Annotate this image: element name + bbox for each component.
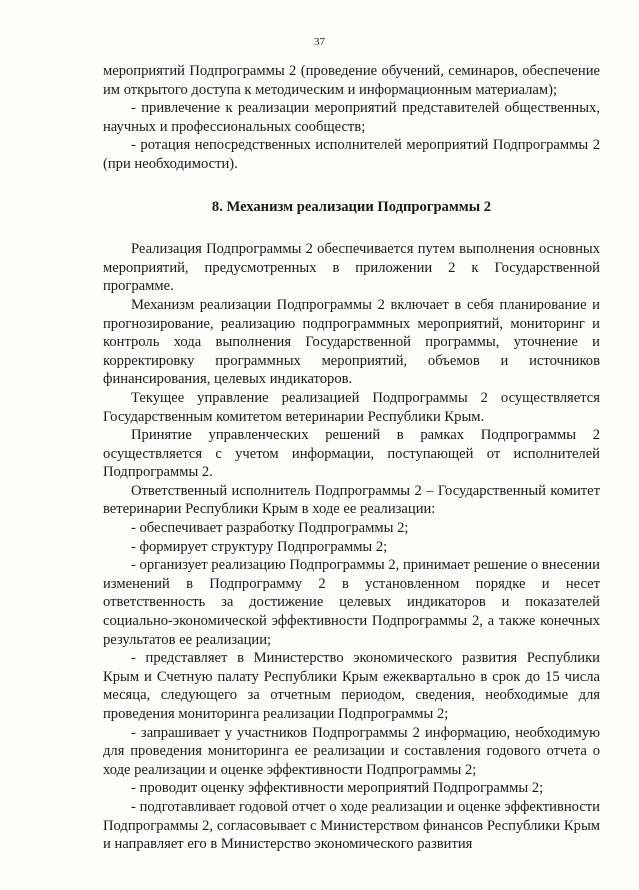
duty-item: - проводит оценку эффективности мероприятий Подпрограммы 2; [131, 780, 544, 797]
section-paragraph: Механизм реализации Подпрограммы 2 включает в себя планирование и прогнозирование, реализацию подпрограммных мероприятий, мониторинг и контроль хода выполнения Государственной программы, уточнение и корректировку программных мероприятий, объемов и источников финансирования, целевых индикаторов. [103, 296, 600, 388]
duty-item: - представляет в Министерство экономического развития Республики Крым и Счетную палату Республики Крым ежеквартально в срок до 15 числа месяца, следующего за отчетным периодом, сведения, необходимые для проведения мониторинга реализации Подпрограммы 2; [103, 650, 600, 722]
intro-continuation: мероприятий Подпрограммы 2 (проведение обучений, семинаров, обеспечение им открытого доступа к методическим и информационным материалам); [103, 63, 600, 98]
duty-item: - формирует структуру Подпрограммы 2; [131, 538, 388, 555]
duty-item: - подготавливает годовой отчет о ходе реализации и оценке эффективности Подпрограммы 2, согласовывает с Министерством финансов Республики Крым и направляет его в Министерство экономического развития [103, 798, 600, 853]
intro-bullet: - привлечение к реализации мероприятий представителей общественных, научных и профессиональных сообществ; [103, 100, 600, 135]
duty-item: - запрашивает у участников Подпрограммы 2 информацию, необходимую для проведения мониторинга ее реализации и составления годового отчета о ходе реализации и оценке эффективности Подпрограммы 2; [103, 724, 600, 778]
section-paragraph: Реализация Подпрограммы 2 обеспечивается путем выполнения основных мероприятий, предусмотренных в приложении 2 к Государственной программе. [103, 241, 600, 295]
duty-item: - обеспечивает разработку Подпрограммы 2; [131, 520, 409, 537]
section-paragraph: Принятие управленческих решений в рамках Подпрограммы 2 осуществляется с учетом информации, поступающей от исполнителей Подпрограммы 2. [103, 427, 600, 481]
duty-item: - организует реализацию Подпрограммы 2, принимает решение о внесении изменений в Подпрограмму 2 в установленном порядке и несет ответственность за достижение целевых индикаторов и показателей социально-экономической эффективности Подпрограммы 2, а также конечных результатов ее реализации; [103, 557, 600, 648]
page-number: 37 [314, 36, 325, 48]
section-heading: 8. Механизм реализации Подпрограммы 2 [211, 198, 492, 215]
document-body [103, 62, 600, 854]
section-paragraph: Ответственный исполнитель Подпрограммы 2 – Государственный комитет ветеринарии Республики Крым в ходе ее реализации: [103, 482, 600, 518]
section-paragraph: Текущее управление реализацией Подпрограммы 2 осуществляется Государственным комитетом ветеринарии Республики Крым. [103, 389, 600, 425]
intro-bullet: - ротация непосредственных исполнителей мероприятий Подпрограммы 2 (при необходимости). [103, 137, 600, 172]
